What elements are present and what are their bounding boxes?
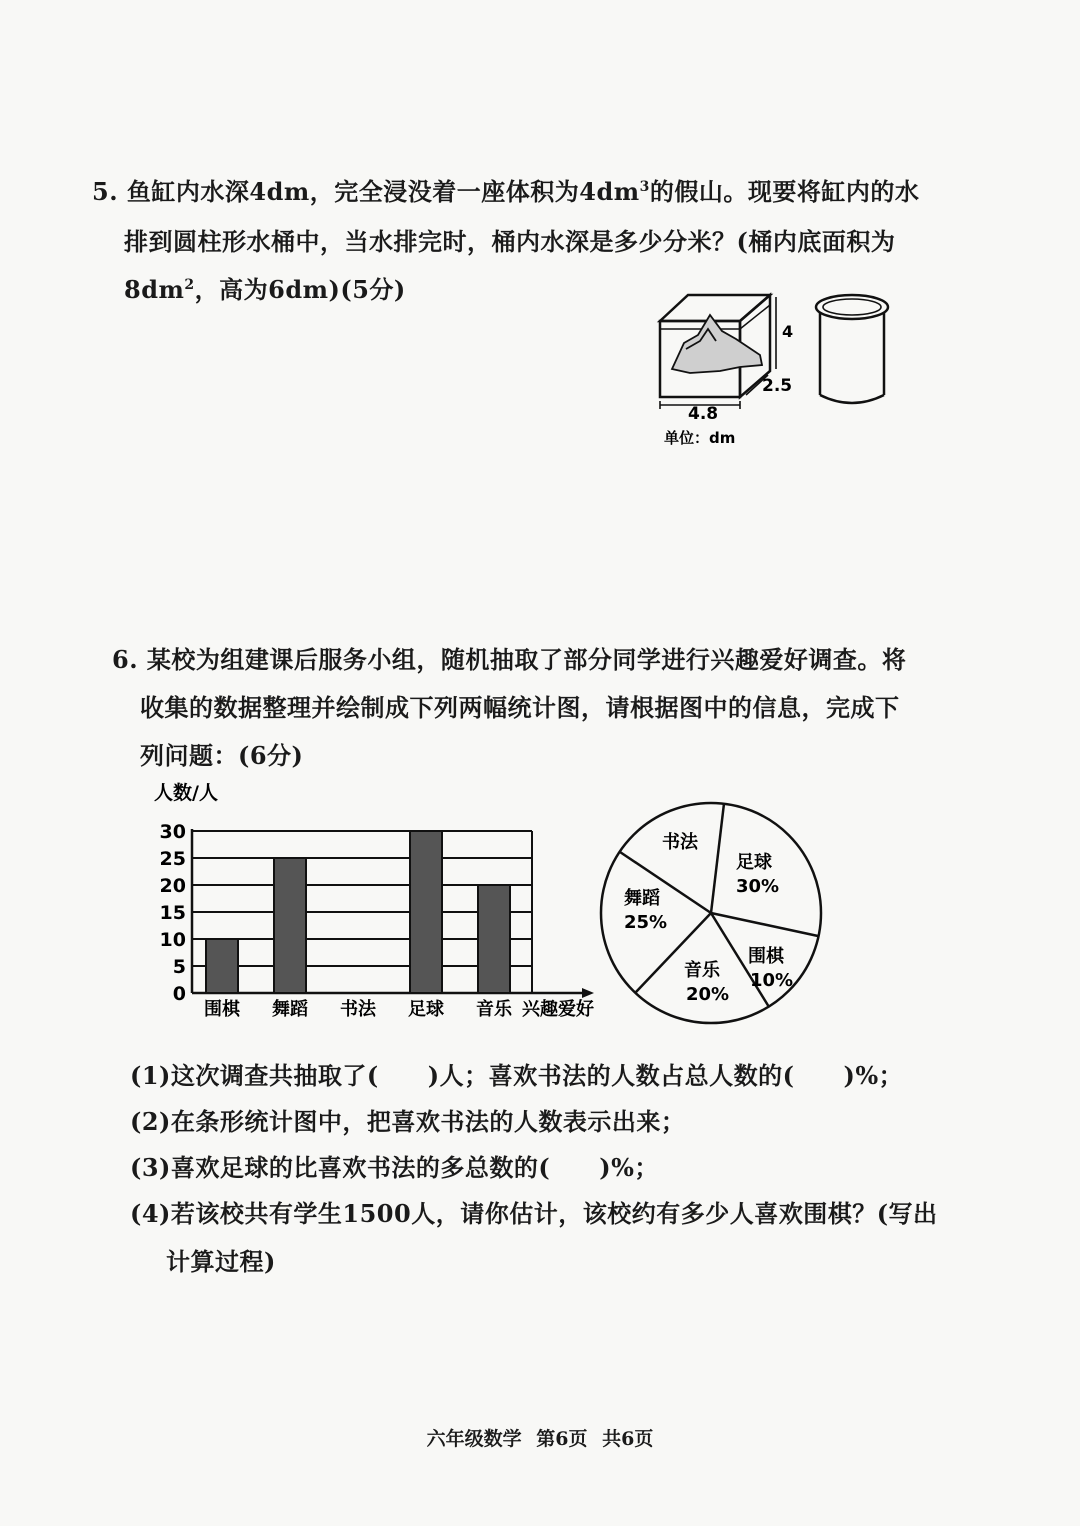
pie-chart (596, 800, 826, 1030)
q5-figure (650, 285, 910, 455)
bar-ytick-label: 25 (159, 848, 186, 870)
bar-ytick-label: 10 (159, 929, 186, 951)
bar-ytick-label: 15 (159, 902, 186, 924)
q6-line-2: 收集的数据整理并绘制成下列两幅统计图，请根据图中的信息，完成下 (140, 693, 900, 722)
pie-divider (711, 913, 818, 936)
pie-label-dance: 舞蹈 (624, 888, 660, 909)
bar-0 (206, 939, 238, 993)
q6-sub-4-cont: 计算过程) (166, 1247, 276, 1276)
q6-sub-4: (4)若该校共有学生1500人，请你估计，该校约有多少人喜欢围棋？(写出 (130, 1199, 938, 1228)
bar-category-label: 音乐 (476, 999, 512, 1020)
footer-subject: 六年级数学 (426, 1428, 522, 1450)
tank-depth-label: 2.5 (762, 376, 793, 396)
pie-divider (711, 804, 724, 914)
q6-sub-2: (2)在条形统计图中，把喜欢书法的人数表示出来； (130, 1107, 686, 1136)
footer-page: 第6页 (536, 1428, 588, 1450)
bar-category-label: 足球 (408, 999, 444, 1020)
bar-1 (274, 858, 306, 993)
q6-line-3: 列问题：(6分) (140, 741, 304, 770)
pie-label-music: 音乐 (684, 960, 720, 981)
pie-label-go: 围棋 (748, 946, 784, 967)
q6-sub-3: (3)喜欢足球的比喜欢书法的多总数的( )%； (130, 1153, 659, 1182)
bar-ytick-label: 0 (172, 983, 186, 1005)
bar-chart-ylabel: 人数/人 (154, 782, 218, 804)
q5-line-2: 排到圆柱形水桶中，当水排完时，桶内水深是多少分米？(桶内底面积为 (124, 227, 896, 256)
q5-line-1: 5. 鱼缸内水深4dm，完全浸没着一座体积为$4dm^3$的假山。现要将缸内的水 (92, 177, 920, 206)
bar-ytick-label: 20 (159, 875, 186, 897)
q6-sub-1: (1)这次调查共抽取了( )人；喜欢书法的人数占总人数的( )%； (130, 1061, 904, 1090)
footer-total: 共6页 (602, 1428, 654, 1450)
bar-chart-yticks (160, 821, 186, 1005)
rockery-drawing (672, 315, 762, 373)
pie-percent-go: 10% (750, 970, 794, 991)
bar-chart-grid (192, 829, 594, 998)
unit-label: 单位：dm (664, 429, 736, 447)
bar-3 (410, 831, 442, 993)
tank-height-label: 4 (782, 322, 794, 341)
bar-ytick-label: 5 (172, 956, 186, 978)
pie-percent-dance: 25% (624, 912, 668, 933)
bar-category-label: 舞蹈 (272, 999, 308, 1020)
tank-width-label: 4.8 (688, 404, 719, 424)
bar-ytick-label: 30 (159, 821, 186, 843)
page-footer (0, 1424, 1080, 1451)
bar-4 (478, 885, 510, 993)
q5-line-3: $8dm^2$，高为6dm)(5分) (124, 275, 406, 304)
bar-chart-categories (204, 998, 513, 1020)
bucket-drawing (816, 295, 888, 403)
bar-x-axis-arrow (582, 988, 594, 998)
bar-category-label: 书法 (340, 999, 376, 1020)
q6-line-1: 6. 某校为组建课后服务小组，随机抽取了部分同学进行兴趣爱好调查。将 (112, 645, 907, 674)
pie-percent-music: 20% (686, 984, 730, 1005)
pie-label-football: 足球 (736, 852, 772, 873)
pie-percent-football: 30% (736, 876, 780, 897)
bar-chart-xlabel: 兴趣爱好 (522, 999, 594, 1020)
bar-category-label: 围棋 (204, 999, 240, 1020)
pie-label-calligraphy: 书法 (662, 832, 698, 853)
bar-chart (130, 775, 610, 1030)
